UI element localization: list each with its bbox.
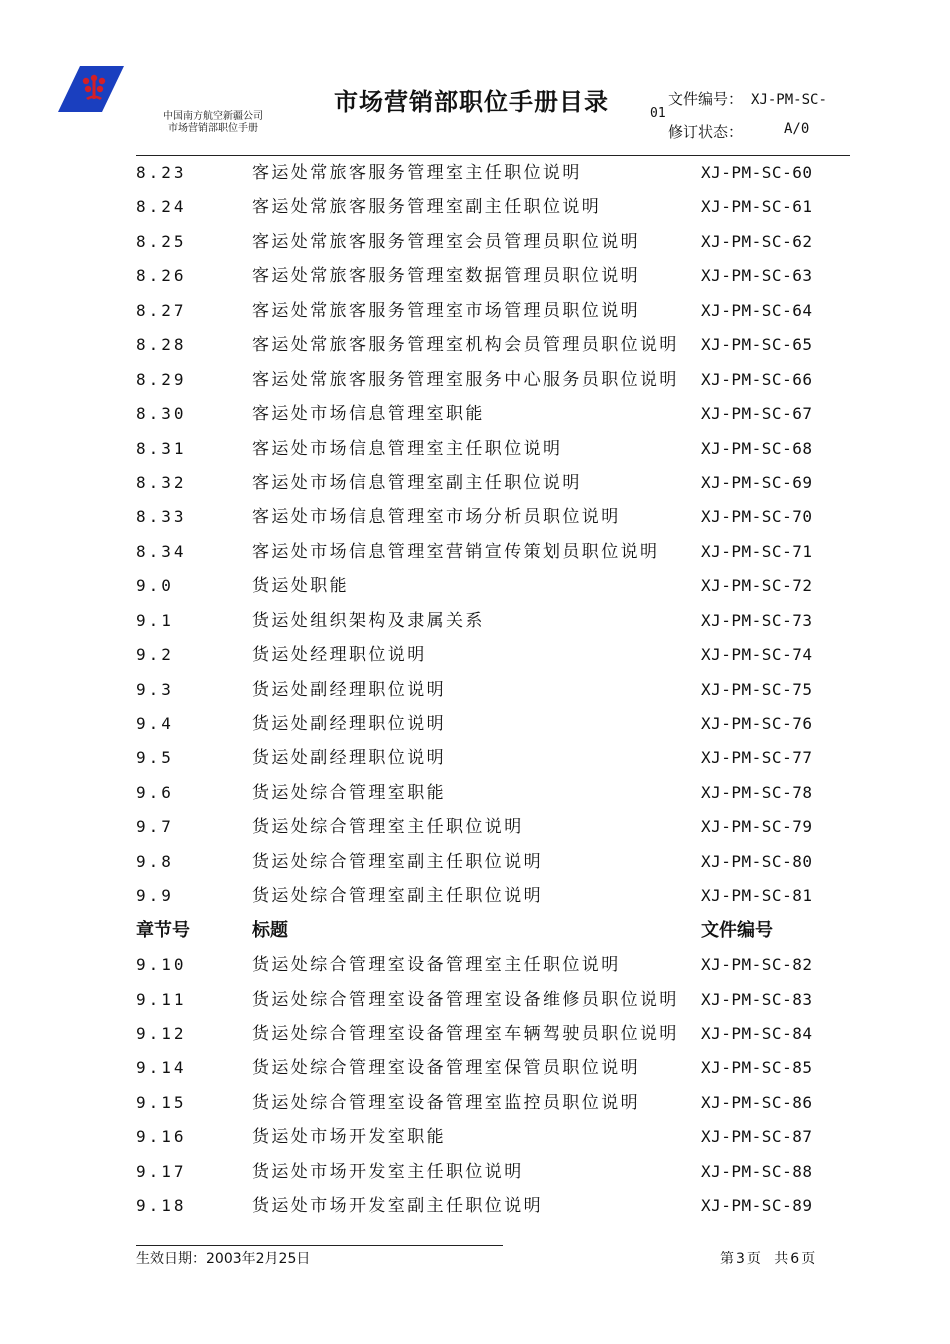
toc-doc-code: XJ-PM-SC-72 [701, 576, 813, 596]
toc-doc-code: XJ-PM-SC-73 [701, 610, 813, 630]
company-block [150, 111, 276, 135]
toc-row [136, 673, 850, 707]
toc-chapter-number: 8.23 [136, 163, 187, 182]
toc-doc-code: XJ-PM-SC-77 [701, 748, 813, 768]
toc-title: 货运处组织架构及隶属关系 [252, 610, 485, 631]
toc-column-header [136, 914, 850, 948]
toc-title: 货运处综合管理室设备管理室主任职位说明 [252, 955, 621, 976]
toc-row [136, 879, 850, 913]
toc-row [136, 432, 850, 466]
toc-chapter-number: 8.26 [136, 266, 187, 286]
toc-title: 货运处综合管理室设备管理室保管员职位说明 [252, 1058, 640, 1079]
toc-title: 货运处综合管理室职能 [252, 782, 446, 803]
toc-list [136, 156, 850, 1224]
toc-row [136, 569, 850, 603]
toc-row [136, 294, 850, 328]
toc-title: 货运处市场开发室副主任职位说明 [252, 1196, 543, 1217]
toc-row [136, 500, 850, 534]
toc-title: 客运处市场信息管理室副主任职位说明 [252, 472, 582, 493]
toc-doc-code: XJ-PM-SC-85 [701, 1058, 813, 1078]
toc-doc-code: XJ-PM-SC-69 [701, 472, 813, 492]
effective-date: 生效日期：2003年2月25日 [136, 1251, 311, 1267]
toc-chapter-number: 章节号 [136, 919, 190, 941]
toc-row [136, 156, 850, 190]
toc-title: 货运处职能 [252, 576, 349, 597]
toc-chapter-number: 9.12 [136, 1023, 187, 1043]
china-southern-logo [58, 66, 124, 112]
toc-doc-code: XJ-PM-SC-76 [701, 714, 813, 733]
toc-chapter-number: 9.10 [136, 955, 187, 975]
manual-name: 市场营销部职位手册 [168, 123, 258, 134]
page-total: 6 [790, 1251, 800, 1267]
toc-doc-code: XJ-PM-SC-87 [701, 1127, 813, 1147]
toc-doc-code: XJ-PM-SC-78 [701, 782, 813, 802]
toc-title: 客运处常旅客服务管理室市场管理员职位说明 [252, 300, 640, 321]
toc-row [136, 1051, 850, 1085]
toc-doc-code: XJ-PM-SC-89 [701, 1196, 813, 1216]
toc-chapter-number: 9.7 [136, 817, 174, 837]
company-name: 中国南方航空新疆公司 [163, 111, 263, 122]
toc-title: 货运处副经理职位说明 [252, 679, 446, 700]
toc-chapter-number: 9.14 [136, 1058, 187, 1078]
toc-chapter-number: 9.17 [136, 1161, 187, 1181]
toc-chapter-number: 8.27 [136, 300, 187, 320]
toc-doc-code: XJ-PM-SC-68 [701, 438, 813, 458]
toc-doc-code: XJ-PM-SC-88 [701, 1161, 813, 1181]
toc-doc-code: XJ-PM-SC-70 [701, 507, 813, 527]
toc-title: 客运处市场信息管理室职能 [252, 404, 485, 425]
revision-label: 修订状态： [668, 123, 744, 141]
toc-row [136, 363, 850, 397]
toc-doc-code: XJ-PM-SC-67 [701, 404, 813, 424]
toc-chapter-number: 9.0 [136, 576, 174, 596]
toc-title: 货运处市场开发室职能 [252, 1127, 446, 1148]
toc-chapter-number: 9.4 [136, 714, 174, 733]
toc-row [136, 983, 850, 1017]
toc-title: 货运处综合管理室设备管理室监控员职位说明 [252, 1092, 640, 1113]
toc-row [136, 810, 850, 844]
toc-chapter-number: 8.24 [136, 197, 187, 217]
toc-doc-code: XJ-PM-SC-63 [701, 266, 813, 286]
toc-row [136, 328, 850, 362]
toc-doc-code: XJ-PM-SC-83 [701, 989, 813, 1009]
toc-row [136, 638, 850, 672]
toc-chapter-number: 8.33 [136, 507, 187, 527]
toc-row [136, 225, 850, 259]
toc-doc-code: XJ-PM-SC-71 [701, 541, 813, 561]
toc-doc-code: XJ-PM-SC-81 [701, 886, 813, 906]
toc-title: 客运处市场信息管理室营销宣传策划员职位说明 [252, 541, 660, 562]
page-mid: 页 共 [746, 1251, 789, 1267]
toc-chapter-number: 8.31 [136, 438, 187, 458]
doc-number [668, 88, 827, 109]
toc-chapter-number: 9.6 [136, 782, 174, 802]
page-current: 3 [736, 1251, 745, 1267]
toc-row [136, 259, 850, 293]
toc-chapter-number: 9.8 [136, 851, 174, 871]
toc-row [136, 776, 850, 810]
page-title: 市场营销部职位手册目录 [334, 88, 609, 116]
toc-row [136, 397, 850, 431]
toc-doc-code: XJ-PM-SC-65 [701, 335, 813, 355]
toc-doc-code: XJ-PM-SC-86 [701, 1092, 813, 1112]
toc-title: 货运处副经理职位说明 [252, 748, 446, 769]
toc-title: 货运处综合管理室设备管理室车辆驾驶员职位说明 [252, 1023, 679, 1044]
toc-chapter-number: 8.30 [136, 404, 187, 424]
toc-title: 货运处市场开发室主任职位说明 [252, 1161, 524, 1182]
toc-doc-code: XJ-PM-SC-61 [701, 197, 813, 217]
toc-title: 货运处综合管理室副主任职位说明 [252, 886, 543, 907]
toc-title: 标题 [252, 919, 288, 941]
toc-chapter-number: 9.16 [136, 1127, 187, 1147]
toc-chapter-number: 9.3 [136, 679, 174, 699]
toc-title: 货运处经理职位说明 [252, 645, 427, 666]
toc-row [136, 1017, 850, 1051]
toc-title: 客运处市场信息管理室主任职位说明 [252, 438, 563, 459]
doc-number-label: 文件编号： [668, 90, 744, 108]
revision-value: A/0 [784, 121, 810, 137]
toc-doc-code: XJ-PM-SC-74 [701, 645, 813, 665]
toc-doc-code: XJ-PM-SC-75 [701, 679, 813, 699]
toc-row [136, 845, 850, 879]
toc-chapter-number: 8.32 [136, 472, 187, 492]
toc-doc-code: XJ-PM-SC-60 [701, 163, 813, 182]
toc-chapter-number: 9.5 [136, 748, 174, 768]
doc-number-value: XJ-PM-SC- [751, 92, 827, 108]
toc-title: 客运处常旅客服务管理室数据管理员职位说明 [252, 266, 640, 287]
footer-divider [136, 1245, 503, 1246]
toc-row [136, 466, 850, 500]
doc-number-tail: 01 [650, 106, 666, 121]
toc-chapter-number: 8.25 [136, 231, 187, 251]
toc-doc-code: XJ-PM-SC-66 [701, 369, 813, 389]
toc-title: 货运处综合管理室主任职位说明 [252, 817, 524, 838]
toc-chapter-number: 8.34 [136, 541, 187, 561]
toc-chapter-number: 8.29 [136, 369, 187, 389]
toc-chapter-number: 9.2 [136, 645, 174, 665]
toc-row [136, 604, 850, 638]
toc-row [136, 1086, 850, 1120]
toc-row [136, 535, 850, 569]
toc-title: 客运处常旅客服务管理室副主任职位说明 [252, 197, 602, 218]
toc-row [136, 1120, 850, 1154]
toc-chapter-number: 9.18 [136, 1196, 187, 1216]
toc-doc-code: XJ-PM-SC-80 [701, 851, 813, 871]
toc-title: 货运处综合管理室设备管理室设备维修员职位说明 [252, 989, 679, 1010]
toc-title: 客运处常旅客服务管理室服务中心服务员职位说明 [252, 369, 679, 390]
page-suffix: 页 [801, 1251, 816, 1267]
toc-chapter-number: 9.1 [136, 610, 174, 630]
toc-row [136, 1155, 850, 1189]
toc-title: 客运处常旅客服务管理室机构会员管理员职位说明 [252, 335, 679, 356]
toc-doc-code: XJ-PM-SC-64 [701, 300, 813, 320]
toc-doc-code: XJ-PM-SC-62 [701, 231, 813, 251]
toc-doc-code: XJ-PM-SC-84 [701, 1023, 813, 1043]
toc-title: 客运处常旅客服务管理室会员管理员职位说明 [252, 231, 640, 252]
toc-row [136, 948, 850, 982]
toc-row [136, 741, 850, 775]
toc-doc-code: 文件编号 [701, 919, 773, 941]
page-indicator [719, 1248, 816, 1268]
toc-chapter-number: 8.28 [136, 335, 187, 355]
toc-title: 客运处市场信息管理室市场分析员职位说明 [252, 507, 621, 528]
page-prefix: 第 [720, 1251, 734, 1267]
toc-title: 货运处综合管理室副主任职位说明 [252, 851, 543, 872]
toc-title: 客运处常旅客服务管理室主任职位说明 [252, 163, 582, 183]
toc-title: 货运处副经理职位说明 [252, 714, 446, 734]
toc-chapter-number: 9.15 [136, 1092, 187, 1112]
toc-row [136, 707, 850, 741]
toc-doc-code: XJ-PM-SC-79 [701, 817, 813, 837]
toc-chapter-number: 9.9 [136, 886, 174, 906]
toc-doc-code: XJ-PM-SC-82 [701, 955, 813, 975]
toc-chapter-number: 9.11 [136, 989, 187, 1009]
toc-row [136, 190, 850, 224]
toc-row [136, 1189, 850, 1223]
